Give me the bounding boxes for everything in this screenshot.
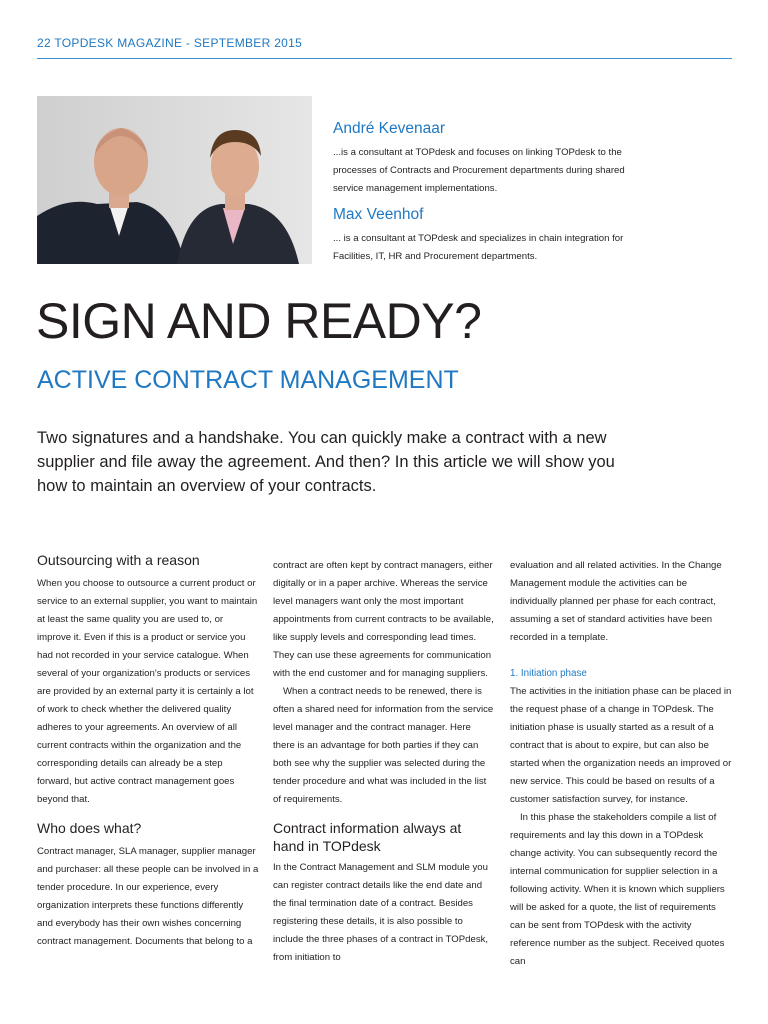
column-2 xyxy=(273,557,495,967)
heading-contract-information: Contract information always at hand in TOPdesk xyxy=(273,820,462,854)
header-text: 22 TOPDESK MAGAZINE - SEPTEMBER 2015 xyxy=(37,36,303,50)
heading-initiation-phase: 1. Initiation phase xyxy=(510,668,587,679)
paragraph-change-management: evaluation and all related activities. In the Change Management module the activities can be individually planned per phase for each contract, assuming a set of standard activities have been recorded in a template. xyxy=(510,560,722,643)
paragraph-stakeholders: In this phase the stakeholders compile a list of requirements and lay this down in a TOPdesk change activity. You can subsequently record the internal communication for supplier selection in a following activity. When it is known which suppliers will be asked for a quote, the list of requirements can be sent from TOPdesk with the activity reference number as the subject. Received quotes can xyxy=(510,812,725,967)
author-bios xyxy=(333,120,733,274)
author-bio-kevenaar: ...is a consultant at TOPdesk and focuses on linking TOPdesk to the processes of Contracts and Procurement departments during shared service management implementations. xyxy=(333,147,625,194)
paragraph-renewal: When a contract needs to be renewed, there is often a shared need for information from the service level manager and the contract manager. Here there is an advantage for both parties if they can both see why the supplier was selected during the tender procedure and what was included in the list of requirements. xyxy=(273,686,494,805)
paragraph-initiation-phase: The activities in the initiation phase can be placed in the request phase of a change in TOPdesk. The initiation phase is usually started as a result of a contract that is about to expire, but can also be started when the organization needs an improved or new service. This could be based on results of a customer satisfaction survey, for instance. xyxy=(510,686,732,805)
page-header xyxy=(37,34,732,59)
paragraph-contract-module: In the Contract Management and SLM module you can register contract details like the end date and the final termination date of a contract. Besides registering these details, it is also possible to include the three phases of a contract in TOPdesk, from initiation to xyxy=(273,862,489,963)
authors-photo xyxy=(37,96,312,264)
author-name-kevenaar: André Kevenaar xyxy=(333,120,446,137)
article-subtitle: ACTIVE CONTRACT MANAGEMENT xyxy=(37,366,459,394)
author-name-veenhof: Max Veenhof xyxy=(333,206,424,223)
paragraph-who-does-what: Contract manager, SLA manager, supplier manager and purchaser: all these people can be involved in a tender procedure. In our experience, every organization interprets these functions differently and everybody has their own wishes concerning contract management. Documents that belong to a xyxy=(37,846,259,947)
paragraph-outsourcing: When you choose to outsource a current product or service to an external supplier, you want to maintain at least the same quality you are used to, or improve it. Even if this is a product or service you had not recorded in your service catalogue. When several of your organization's products or services are provided by an external party it is certainly a lot of work to check whether the delivered quality adheres to your agreements. An overview of all current contracts within the organization and the corresponding details can already be a step forward, but active contract management goes beyond that. xyxy=(37,578,258,805)
article-title: SIGN AND READY? xyxy=(36,293,482,349)
column-3 xyxy=(510,557,732,971)
author-bio-veenhof: ... is a consultant at TOPdesk and specializes in chain integration for Facilities, IT, HR and Procurement departments. xyxy=(333,233,624,262)
article-intro: Two signatures and a handshake. You can quickly make a contract with a new supplier and file away the agreement. And then? In this article we will show you how to maintain an overview of your contracts. xyxy=(37,429,615,495)
column-1 xyxy=(37,551,259,951)
heading-outsourcing: Outsourcing with a reason xyxy=(37,552,200,568)
heading-who-does-what: Who does what? xyxy=(37,820,142,836)
paragraph-contract-archive: contract are often kept by contract managers, either digitally or in a paper archive. Whereas the service level managers want only the most important appointments from current contracts to be available, like supply levels and corresponding lead times. They can use these agreements for communication with the end customer and for managing suppliers. xyxy=(273,560,494,679)
